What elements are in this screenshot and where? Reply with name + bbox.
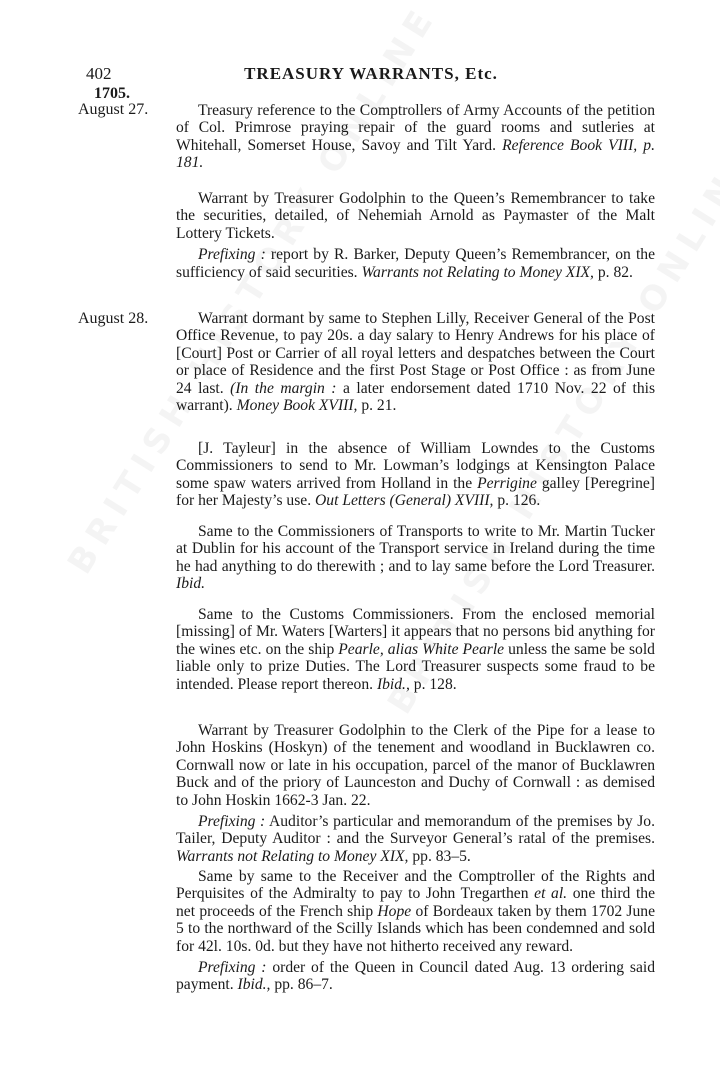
entry-1: Treasury reference to the Comptrollers of Army Accounts of the petition of Col. Primrose praying repair of the guard rooms and sutleries at Whitehall, Somerset House, Savoy and Tilt Yard. Reference Book VIII, p. 181. bbox=[176, 102, 655, 172]
entry-8: Same by same to the Receiver and the Comptroller of the Rights and Perquisites of the Admiralty to pay to John Tregarthen et al. one third the net proceeds of the French ship Hope of Bordeaux taken by them 1702 June 5 to the northward of the Scilly Islands which has been condemned and sold for 42l. 10s. 0d. but they have not hitherto received any reward. Prefixing : order of the Queen in Council dated Aug. 13 ordering said payment. Ibid., pp. 86–7. bbox=[176, 868, 656, 994]
entry-3: Warrant dormant by same to Stephen Lilly, Receiver General of the Post Office Revenue, to pay 20s. a day salary to Henry Andrews for his place of [Court] Post or Carrier of all royal letters and despatches between the Court or place of Residence and the first Post Stage or Post Office : as from June 24 last. (In the margin : a later endorsement dated 1710 Nov. 22 of this warrant). Money Book XVIII, p. 21. bbox=[176, 310, 656, 415]
year-label: 1705. bbox=[94, 85, 130, 102]
entry-6: Same to the Customs Commissioners. From the enclosed memorial [missing] of Mr. Waters [Warters] it appears that no persons bid anything for the wines etc. on the ship Pearle, alias White Pearle unless the same be sold liable only to prize Duties. The Lord Treasurer suspects some fraud to be intended. Please report thereon. Ibid., p. 128. bbox=[176, 606, 655, 693]
entry-4: [J. Tayleur] in the absence of William Lowndes to the Customs Commissioners to send to Mr. Lowman’s lodgings at Kensington Palace some spaw waters arrived from Holland in the Perrigine galley [Peregrine] for her Majesty’s use. Out Letters (General) XVIII, p. 126. bbox=[176, 440, 656, 510]
date-august-27: August 27. bbox=[78, 101, 149, 118]
page-header bbox=[86, 64, 656, 88]
entry-2: Warrant by Treasurer Godolphin to the Queen’s Remembrancer to take the securities, detailed, of Nehemiah Arnold as Paymaster of the Malt Lottery Tickets. Prefixing : report by R. Barker, Deputy Queen’s Remembrancer, on the sufficiency of said securities. Warrants not Relating to Money XIX, p. 82. bbox=[176, 190, 655, 281]
entry-5: Same to the Commissioners of Transports to write to Mr. Martin Tucker at Dublin for his account of the Transport service in Ireland during the time he had anything to do therewith ; and to lay same before the Lord Treasurer. Ibid. bbox=[176, 523, 655, 593]
page-number: 402 bbox=[86, 64, 112, 83]
running-head: TREASURY WARRANTS, Etc. bbox=[244, 64, 498, 83]
date-august-28: August 28. bbox=[78, 310, 149, 327]
entry-7: Warrant by Treasurer Godolphin to the Clerk of the Pipe for a lease to John Hoskins (Hoskyn) of the tenement and woodland in Bucklawren co. Cornwall now or late in his occupation, parcel of the manor of Bucklawren Buck and of the priory of Launceston and Duchy of Cornwall : as demised to John Hoskin 1662-3 Jan. 22. Prefixing : Auditor’s particular and memorandum of the premises by Jo. Tailer, Deputy Auditor : and the Surveyor General’s ratal of the premises. Warrants not Relating to Money XIX, pp. 83–5. bbox=[176, 722, 655, 865]
